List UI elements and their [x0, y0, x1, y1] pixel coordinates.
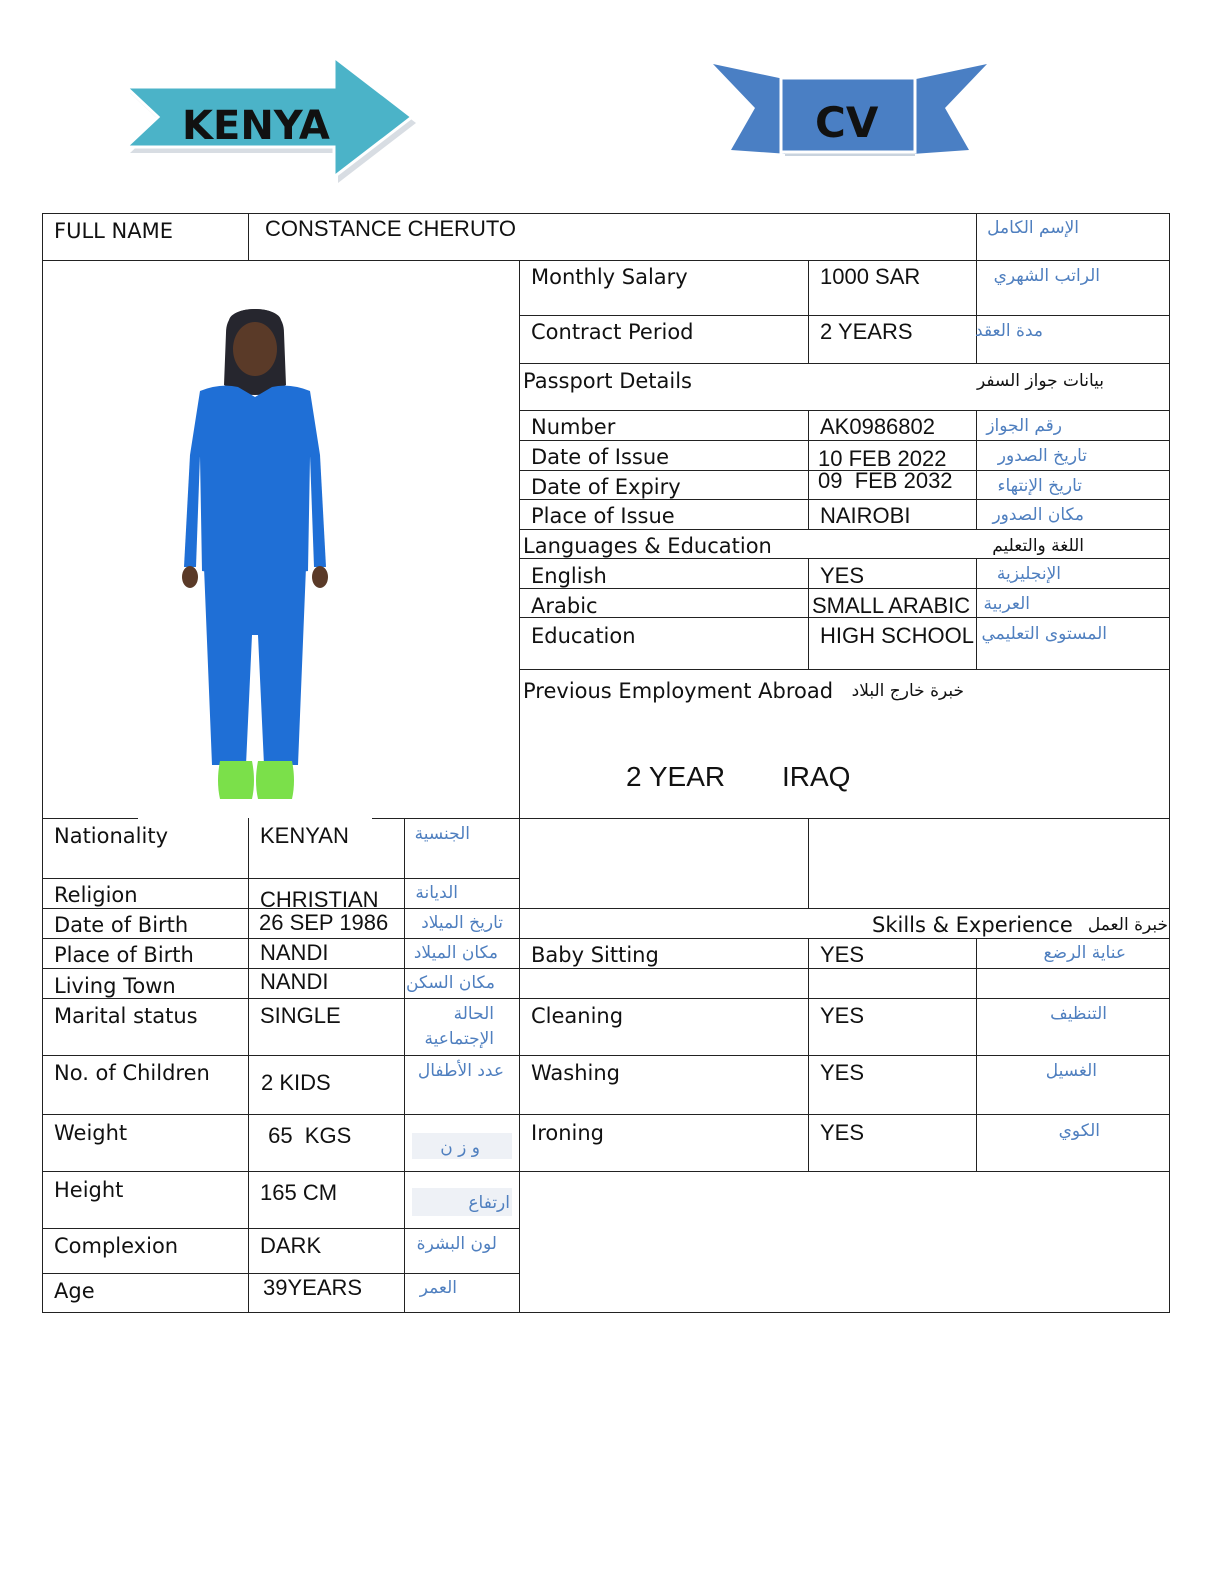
- contract-label: Contract Period: [531, 320, 694, 344]
- employment-title-arabic: خبرة خارج البلاد: [851, 681, 964, 701]
- languages-title-arabic: اللغة والتعليم: [992, 536, 1084, 556]
- english-value: YES: [820, 563, 865, 588]
- contract-value: 2 YEARS: [820, 319, 913, 344]
- skills-title-arabic: خبرة العمل: [1087, 915, 1168, 935]
- religion-arabic: الديانة: [415, 883, 458, 903]
- expiry-date-value: 09 FEB 2032: [818, 468, 953, 493]
- education-arabic: المستوى التعليمي: [981, 624, 1107, 644]
- dob-value: 26 SEP 1986: [259, 910, 389, 935]
- arabic-arabic: العربية: [983, 594, 1030, 614]
- skill-ironing-label: Ironing: [531, 1121, 604, 1145]
- employment-country: IRAQ: [782, 761, 851, 792]
- contract-arabic: مدة العقد: [975, 321, 1043, 341]
- complexion-value: DARK: [260, 1233, 322, 1258]
- skill-washing-value: YES: [820, 1060, 865, 1085]
- marital-arabic: الحالة الإجتماعية: [424, 1004, 494, 1049]
- dob-label: Date of Birth: [54, 913, 189, 937]
- passport-title: Passport Details: [523, 369, 692, 393]
- education-label: Education: [531, 624, 636, 648]
- english-arabic: الإنجليزية: [996, 564, 1061, 584]
- salary-arabic: الراتب الشهري: [993, 266, 1100, 286]
- place-issue-label: Place of Issue: [531, 504, 675, 528]
- salary-value: 1000 SAR: [820, 264, 921, 289]
- issue-date-arabic: تاريخ الصدور: [997, 446, 1087, 466]
- children-label: No. of Children: [54, 1061, 210, 1085]
- height-label: Height: [54, 1178, 124, 1202]
- skill-washing-arabic: الغسيل: [1045, 1061, 1097, 1081]
- weight-value: 65 KGS: [262, 1123, 352, 1148]
- nationality-value: KENYAN: [260, 823, 349, 848]
- issue-date-label: Date of Issue: [531, 445, 670, 469]
- weight-label: Weight: [54, 1121, 128, 1145]
- skill-cleaning-arabic: التنظيف: [1050, 1004, 1107, 1024]
- age-value: 39YEARS: [263, 1275, 363, 1300]
- expiry-date-arabic: تاريخ الإنتهاء: [997, 476, 1082, 496]
- passport-title-arabic: بيانات جواز السفر: [976, 371, 1104, 391]
- skill-baby-value: YES: [820, 942, 865, 967]
- skill-baby-arabic: عناية الرضع: [1043, 943, 1126, 963]
- passport-number-label: Number: [531, 415, 616, 439]
- full-name-arabic: الإسم الكامل: [987, 218, 1079, 238]
- languages-title: Languages & Education: [523, 534, 772, 558]
- arabic-label: Arabic: [531, 594, 598, 618]
- arabic-value: SMALL ARABIC: [812, 593, 971, 618]
- marital-value: SINGLE: [260, 1003, 341, 1028]
- religion-label: Religion: [54, 883, 138, 907]
- children-arabic: عدد الأطفال: [417, 1061, 504, 1081]
- education-value: HIGH SCHOOL: [820, 623, 975, 648]
- religion-value: CHRISTIAN: [260, 887, 379, 912]
- skill-cleaning-value: YES: [820, 1003, 865, 1028]
- skill-cleaning-label: Cleaning: [531, 1004, 624, 1028]
- height-arabic: ارتفاع: [468, 1193, 510, 1213]
- skills-title: Skills & Experience: [872, 913, 1073, 937]
- complexion-arabic: لون البشرة: [416, 1234, 497, 1254]
- passport-number-value: AK0986802: [820, 414, 935, 439]
- skill-baby-label: Baby Sitting: [531, 943, 659, 967]
- place-issue-value: NAIROBI: [820, 503, 911, 528]
- cv-banner-text: CV: [815, 98, 879, 147]
- salary-label: Monthly Salary: [531, 265, 688, 289]
- country-banner-text: KENYA: [182, 103, 330, 149]
- complexion-label: Complexion: [54, 1234, 179, 1258]
- full-name-value: CONSTANCE CHERUTO: [265, 216, 516, 241]
- age-label: Age: [54, 1279, 95, 1303]
- skill-washing-label: Washing: [531, 1061, 621, 1085]
- candidate-photo: [160, 305, 350, 805]
- weight-arabic: و ز ن: [440, 1138, 480, 1158]
- full-name-label: FULL NAME: [54, 219, 173, 243]
- town-label: Living Town: [54, 974, 176, 998]
- nationality-arabic: الجنسية: [414, 824, 470, 844]
- passport-number-arabic: رقم الجواز: [986, 416, 1062, 436]
- place-issue-arabic: مكان الصدور: [992, 505, 1084, 525]
- pob-value: NANDI: [260, 940, 329, 965]
- issue-date-value: 10 FEB 2022: [818, 446, 947, 471]
- nationality-label: Nationality: [54, 824, 169, 848]
- children-value: 2 KIDS: [261, 1070, 331, 1095]
- skill-ironing-value: YES: [820, 1120, 865, 1145]
- skill-ironing-arabic: الكوي: [1058, 1121, 1100, 1141]
- english-label: English: [531, 564, 607, 588]
- marital-label: Marital status: [54, 1004, 198, 1028]
- employment-title: Previous Employment Abroad: [523, 679, 834, 703]
- town-value: NANDI: [260, 969, 329, 994]
- town-arabic: مكان السكن: [406, 973, 495, 993]
- employment-years: 2 YEAR: [626, 761, 726, 792]
- height-value: 165 CM: [260, 1180, 338, 1205]
- pob-arabic: مكان الميلاد: [413, 943, 498, 963]
- age-arabic: العمر: [419, 1278, 457, 1298]
- dob-arabic: تاريخ الميلاد: [421, 913, 503, 933]
- pob-label: Place of Birth: [54, 943, 194, 967]
- expiry-date-label: Date of Expiry: [531, 475, 681, 499]
